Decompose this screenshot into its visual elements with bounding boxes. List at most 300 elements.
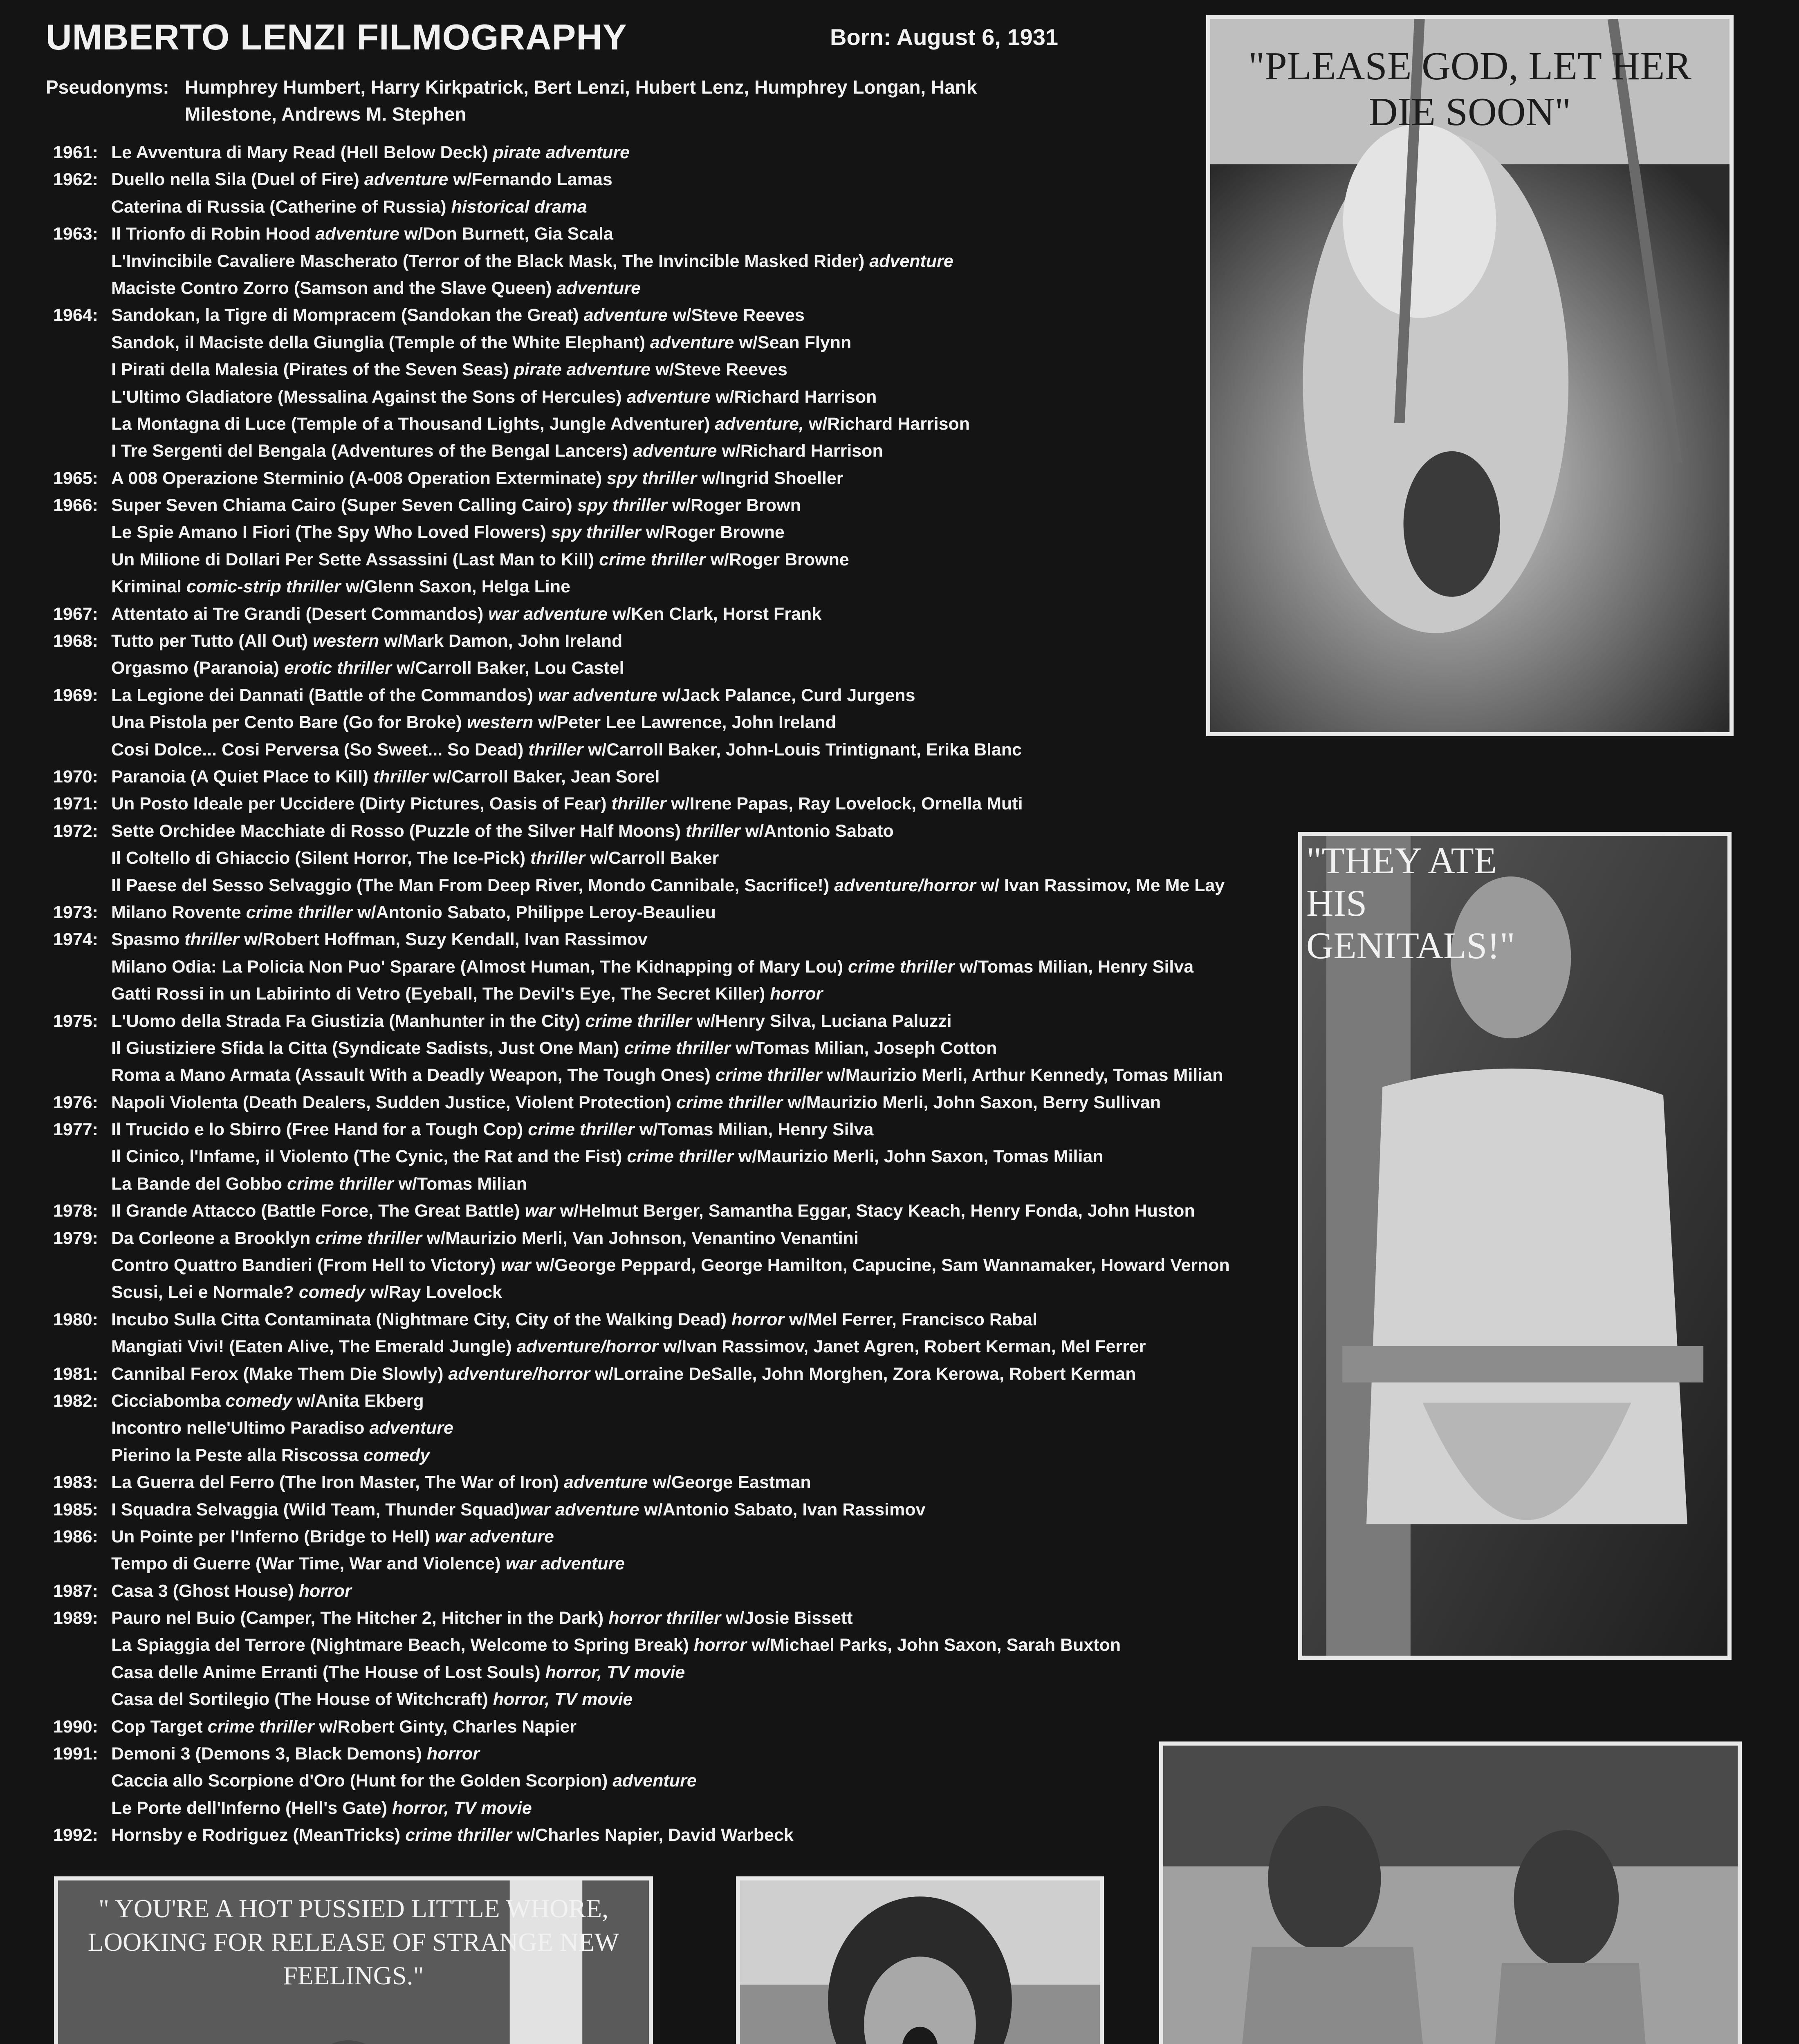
film-year: 1981: xyxy=(53,1364,98,1384)
film-genre: crime thriller xyxy=(627,1147,734,1167)
film-text xyxy=(111,1062,1223,1089)
film-title: Casa delle Anime Erranti (The House of Lost Souls) xyxy=(111,1662,545,1682)
film-title: Le Spie Amano I Fiori (The Spy Who Loved Flowers) xyxy=(111,522,551,542)
film-text xyxy=(111,410,970,437)
film-entry xyxy=(16,1143,1300,1170)
film-text xyxy=(111,682,915,709)
film-entry xyxy=(16,492,1300,519)
film-genre: crime thriller xyxy=(715,1065,822,1085)
film-entry xyxy=(16,1632,1300,1659)
film-cast: w/Sean Flynn xyxy=(734,332,852,352)
film-text xyxy=(111,465,843,492)
film-entry xyxy=(16,953,1300,980)
film-text xyxy=(111,1089,1161,1116)
film-genre: spy thriller xyxy=(577,495,667,515)
film-entry xyxy=(16,899,1300,926)
film-cast: w/Richard Harrison xyxy=(717,441,883,461)
film-text xyxy=(111,790,1023,817)
film-entry xyxy=(16,628,1300,654)
film-title: Il Paese del Sesso Selvaggio (The Man From Deep River, Mondo Cannibale, Sacrifice!) xyxy=(111,875,834,895)
film-title: La Legione dei Dannati (Battle of the Commandos) xyxy=(111,685,538,705)
film-cast: w/ Ivan Rassimov, Me Me Lay xyxy=(976,875,1225,895)
photo2-caption-line3: GENITALS!" xyxy=(1306,925,1515,966)
film-title: Un Posto Ideale per Uccidere (Dirty Pictures, Oasis of Fear) xyxy=(111,794,612,814)
film-genre: horror xyxy=(693,1635,747,1655)
film-genre: comedy xyxy=(225,1391,292,1411)
film-cast: w/Robert Hoffman, Suzy Kendall, Ivan Rassimov xyxy=(239,930,648,950)
film-entry xyxy=(16,736,1300,763)
film-entry xyxy=(16,139,1300,166)
film-entry xyxy=(16,573,1300,600)
photo3-caption-line1: " YOU'RE A HOT PUSSIED LITTLE WHORE, xyxy=(98,1894,609,1923)
film-entry xyxy=(16,1795,1300,1822)
film-entry xyxy=(16,1387,1300,1414)
film-entry xyxy=(16,1008,1300,1035)
film-genre: adventure xyxy=(869,251,953,271)
film-text xyxy=(111,1035,997,1062)
film-title: La Bande del Gobbo xyxy=(111,1174,287,1194)
film-genre: adventure/horror xyxy=(448,1364,590,1384)
film-text xyxy=(111,1306,1037,1333)
film-genre: war adventure xyxy=(435,1526,554,1546)
film-text xyxy=(111,1767,697,1794)
film-title: Il Grande Attacco (Battle Force, The Great Battle) xyxy=(111,1201,525,1221)
film-cast: w/Mark Damon, John Ireland xyxy=(379,631,623,651)
film-title: Super Seven Chiama Cairo (Super Seven Calling Cairo) xyxy=(111,495,577,515)
film-title: Napoli Violenta (Death Dealers, Sudden Justice, Violent Protection) xyxy=(111,1092,676,1112)
film-genre: crime thriller xyxy=(585,1011,692,1031)
film-entry xyxy=(16,1333,1300,1360)
film-cast: w/Antonio Sabato, Ivan Rassimov xyxy=(639,1499,926,1520)
film-text xyxy=(111,437,883,464)
film-year: 1982: xyxy=(53,1391,98,1411)
film-entry xyxy=(16,410,1300,437)
film-entry xyxy=(16,248,1300,275)
film-title: Tempo di Guerre (War Time, War and Violence) xyxy=(111,1554,506,1574)
film-title: Incontro nelle'Ultimo Paradiso xyxy=(111,1418,370,1438)
film-year: 1985: xyxy=(53,1499,98,1520)
film-entry xyxy=(16,1035,1300,1062)
film-entry xyxy=(16,845,1300,872)
film-genre: adventure xyxy=(650,332,734,352)
film-entry xyxy=(16,1062,1300,1089)
film-genre: adventure xyxy=(633,441,717,461)
film-title: Cicciabomba xyxy=(111,1391,226,1411)
film-title: Casa 3 (Ghost House) xyxy=(111,1581,299,1601)
film-cast: w/Michael Parks, John Saxon, Sarah Buxton xyxy=(746,1635,1121,1655)
film-genre: adventure xyxy=(612,1771,697,1791)
film-genre: erotic thriller xyxy=(284,658,392,678)
film-entry xyxy=(16,1469,1300,1496)
film-text xyxy=(111,736,1022,763)
film-entry xyxy=(16,302,1300,329)
film-genre: war adventure xyxy=(538,685,657,705)
film-year: 1974: xyxy=(53,930,98,950)
film-entry xyxy=(16,220,1300,247)
film-genre: crime thriller xyxy=(207,1717,314,1737)
film-cast: w/Lorraine DeSalle, John Morghen, Zora Kerowa, Robert Kerman xyxy=(590,1364,1136,1384)
film-text xyxy=(111,573,570,600)
film-text xyxy=(111,139,630,166)
film-title: Orgasmo (Paranoia) xyxy=(111,658,284,678)
film-title: Un Pointe per l'Inferno (Bridge to Hell) xyxy=(111,1526,435,1546)
film-entry xyxy=(16,980,1300,1007)
film-cast: w/Mel Ferrer, Francisco Rabal xyxy=(784,1309,1038,1329)
film-text xyxy=(111,1333,1146,1360)
film-entry xyxy=(16,1089,1300,1116)
film-title: Casa del Sortilegio (The House of Witchcraft) xyxy=(111,1690,493,1710)
film-text xyxy=(111,275,641,302)
film-cast: w/Fernando Lamas xyxy=(448,170,612,190)
film-title: Milano Odia: La Policia Non Puo' Sparare (Almost Human, The Kidnapping of Mary Lou) xyxy=(111,957,848,977)
film-cast: w/Carroll Baker, John-Louis Trintignant, Erika Blanc xyxy=(583,740,1022,760)
film-title: Da Corleone a Brooklyn xyxy=(111,1228,316,1248)
film-genre: horror xyxy=(298,1581,352,1601)
film-entry xyxy=(16,1550,1300,1577)
film-year: 1991: xyxy=(53,1744,98,1764)
film-genre: adventure xyxy=(315,224,399,244)
photo-lovers xyxy=(54,1876,653,2044)
film-cast: w/Tomas Milian, Henry Silva xyxy=(954,957,1194,977)
film-title: Paranoia (A Quiet Place to Kill) xyxy=(111,766,374,787)
film-cast: w/Carroll Baker xyxy=(585,848,719,868)
film-cast: w/Helmut Berger, Samantha Eggar, Stacy Keach, Henry Fonda, John Huston xyxy=(555,1201,1195,1221)
film-entry xyxy=(16,1170,1300,1197)
film-year: 1971: xyxy=(53,794,98,814)
film-entry xyxy=(16,601,1300,628)
film-genre: horror, TV movie xyxy=(545,1662,685,1682)
film-genre: crime thriller xyxy=(287,1174,394,1194)
film-entry xyxy=(16,1713,1300,1740)
film-genre: war xyxy=(500,1255,531,1275)
film-title: Il Cinico, l'Infame, il Violento (The Cynic, the Rat and the Fist) xyxy=(111,1147,627,1167)
film-text xyxy=(111,1659,685,1686)
film-year: 1990: xyxy=(53,1717,98,1737)
film-year: 1968: xyxy=(53,631,98,651)
film-title: Roma a Mano Armata (Assault With a Deadly Weapon, The Tough Ones) xyxy=(111,1065,716,1085)
film-text xyxy=(111,1686,633,1713)
film-genre: war adventure xyxy=(505,1554,625,1574)
film-text xyxy=(111,492,801,519)
film-entry xyxy=(16,709,1300,736)
film-entry xyxy=(16,1360,1300,1387)
film-year: 1978: xyxy=(53,1201,98,1221)
film-entry xyxy=(16,1659,1300,1686)
film-title: La Spiaggia del Terrore (Nightmare Beach, Welcome to Spring Break) xyxy=(111,1635,694,1655)
film-text xyxy=(111,1387,424,1414)
film-cast: w/Maurizio Merli, Van Johnson, Venantino Venantini xyxy=(422,1228,859,1248)
film-title: I Tre Sergenti del Bengala (Adventures of the Bengal Lancers) xyxy=(111,441,633,461)
film-year: 1970: xyxy=(53,766,98,787)
film-cast: w/Carroll Baker, Lou Castel xyxy=(391,658,624,678)
film-text xyxy=(111,1414,453,1441)
film-title: Cosi Dolce... Cosi Perversa (So Sweet... So Dead) xyxy=(111,740,529,760)
photo-screaming-figure-image xyxy=(740,1880,1100,2044)
film-entry xyxy=(16,1740,1300,1767)
film-title: Cop Target xyxy=(111,1717,208,1737)
film-year: 1992: xyxy=(53,1825,98,1845)
film-year: 1962: xyxy=(53,170,98,190)
film-entry xyxy=(16,1306,1300,1333)
film-genre: comic-strip thriller xyxy=(186,577,341,597)
film-entry xyxy=(16,1767,1300,1794)
film-genre: horror thriller xyxy=(608,1608,721,1628)
film-genre: horror, TV movie xyxy=(392,1798,532,1818)
film-cast: w/Maurizio Merli, Arthur Kennedy, Tomas Milian xyxy=(822,1065,1223,1085)
film-entry xyxy=(16,763,1300,790)
film-entry xyxy=(16,546,1300,573)
photo3-caption-line2: LOOKING FOR RELEASE OF STRANGE NEW FEELINGS." xyxy=(87,1927,619,1990)
film-entry xyxy=(16,166,1300,193)
film-genre: crime thriller xyxy=(676,1092,783,1112)
film-genre: western xyxy=(312,631,379,651)
film-entry xyxy=(16,1414,1300,1441)
film-entry xyxy=(16,926,1300,953)
film-title: Le Porte dell'Inferno (Hell's Gate) xyxy=(111,1798,393,1818)
film-genre: adventure xyxy=(626,387,711,407)
film-title: Il Trucido e lo Sbirro (Free Hand for a Tough Cop) xyxy=(111,1120,528,1140)
pseudonyms-label: Pseudonyms: xyxy=(46,76,169,98)
film-title: Sette Orchidee Macchiate di Rosso (Puzzle of the Silver Half Moons) xyxy=(111,821,686,841)
film-text xyxy=(111,302,805,329)
film-cast: w/Maurizio Merli, John Saxon, Berry Sullivan xyxy=(783,1092,1161,1112)
film-text xyxy=(111,1252,1230,1279)
film-entry xyxy=(16,790,1300,817)
film-title: Gatti Rossi in un Labirinto di Vetro (Eyeball, The Devil's Eye, The Secret Killer) xyxy=(111,984,770,1004)
film-text xyxy=(111,1822,794,1849)
filmography-list xyxy=(16,139,1300,1849)
film-entry xyxy=(16,1686,1300,1713)
film-genre: horror xyxy=(770,984,823,1004)
film-text xyxy=(111,601,821,628)
film-year: 1966: xyxy=(53,495,98,515)
film-genre: crime thriller xyxy=(624,1038,731,1058)
film-genre: adventure xyxy=(583,305,668,325)
film-cast: w/Ray Lovelock xyxy=(365,1282,502,1302)
film-title: Hornsby e Rodriguez (MeanTricks) xyxy=(111,1825,406,1845)
film-text xyxy=(111,1008,952,1035)
film-entry xyxy=(16,818,1300,845)
film-year: 1979: xyxy=(53,1228,98,1248)
photo-screaming-figure xyxy=(736,1876,1104,2044)
film-text xyxy=(111,329,851,356)
film-year: 1963: xyxy=(53,224,98,244)
film-genre: comedy xyxy=(298,1282,366,1302)
film-text xyxy=(111,1713,576,1740)
film-text xyxy=(111,1170,527,1197)
film-title: I Squadra Selvaggia (Wild Team, Thunder Squad) xyxy=(111,1499,520,1520)
film-text xyxy=(111,1578,352,1605)
film-genre: historical drama xyxy=(451,197,587,217)
film-genre: adventure xyxy=(556,278,641,298)
film-entry xyxy=(16,356,1300,383)
film-text xyxy=(111,383,877,410)
film-text xyxy=(111,654,624,681)
film-text xyxy=(111,763,659,790)
photo1-caption-line1: "PLEASE GOD, LET HER xyxy=(1248,44,1691,88)
film-genre: spy thriller xyxy=(607,468,697,488)
film-title: L'Uomo della Strada Fa Giustizia (Manhunter in the City) xyxy=(111,1011,585,1031)
film-cast: w/Tomas Milian, Joseph Cotton xyxy=(730,1038,997,1058)
film-entry xyxy=(16,519,1300,546)
film-text xyxy=(111,1197,1195,1224)
film-cast: w/Charles Napier, David Warbeck xyxy=(511,1825,794,1845)
film-year: 1980: xyxy=(53,1309,98,1329)
film-entry xyxy=(16,1496,1300,1523)
film-title: Spasmo xyxy=(111,930,185,950)
film-title: Cannibal Ferox (Make Them Die Slowly) xyxy=(111,1364,449,1384)
film-text xyxy=(111,1279,502,1306)
film-title: Pierino la Peste alla Riscossa xyxy=(111,1445,363,1465)
film-text xyxy=(111,1469,811,1496)
film-text xyxy=(111,166,612,193)
film-entry xyxy=(16,1442,1300,1469)
film-genre: adventure xyxy=(564,1472,648,1493)
film-genre: war adventure xyxy=(520,1499,639,1520)
film-year: 1983: xyxy=(53,1472,98,1493)
film-title: L'Ultimo Gladiatore (Messalina Against the Sons of Hercules) xyxy=(111,387,627,407)
film-year: 1973: xyxy=(53,902,98,922)
film-cast: w/Maurizio Merli, John Saxon, Tomas Milian xyxy=(733,1147,1104,1167)
film-cast: w/Richard Harrison xyxy=(803,414,970,434)
film-text xyxy=(111,1496,926,1523)
photo-cannibal-feast-image xyxy=(1163,1746,1738,2044)
film-text xyxy=(111,546,849,573)
film-text xyxy=(111,248,953,275)
film-cast: w/Antonio Sabato, Philippe Leroy-Beaulieu xyxy=(352,902,716,922)
film-text xyxy=(111,709,836,736)
film-genre: thriller xyxy=(373,766,428,787)
film-text xyxy=(111,1632,1121,1659)
film-cast: w/Ingrid Shoeller xyxy=(697,468,843,488)
film-title: Il Trionfo di Robin Hood xyxy=(111,224,316,244)
photo2-caption-line2: HIS xyxy=(1306,882,1367,924)
film-genre: adventure xyxy=(364,170,449,190)
film-text xyxy=(111,1116,873,1143)
film-text xyxy=(111,818,894,845)
film-text xyxy=(111,1225,859,1252)
film-genre: thriller xyxy=(530,848,585,868)
film-title: Il Giustiziere Sfida la Citta (Syndicate Sadists, Just One Man) xyxy=(111,1038,624,1058)
film-cast: w/Steve Reeves xyxy=(668,305,805,325)
film-cast: w/Tomas Milian, Henry Silva xyxy=(634,1120,874,1140)
film-genre: adventure xyxy=(369,1418,453,1438)
film-text xyxy=(111,1143,1104,1170)
film-text xyxy=(111,1550,625,1577)
film-genre: spy thriller xyxy=(551,522,641,542)
film-text xyxy=(111,1740,480,1767)
pseudonyms-list: Humphrey Humbert, Harry Kirkpatrick, Bert Lenzi, Hubert Lenz, Humphrey Longan, Hank Milestone, Andrews M. Stephen xyxy=(185,76,977,125)
film-cast: w/Josie Bissett xyxy=(720,1608,853,1628)
film-title: Mangiati Vivi! (Eaten Alive, The Emerald Jungle) xyxy=(111,1337,517,1357)
film-title: Milano Rovente xyxy=(111,902,246,922)
film-genre: adventure/horror xyxy=(516,1337,659,1357)
film-genre: pirate adventure xyxy=(514,360,651,380)
film-title: Demoni 3 (Demons 3, Black Demons) xyxy=(111,1744,427,1764)
film-cast: w/Glenn Saxon, Helga Line xyxy=(341,577,571,597)
film-cast: w/Roger Brown xyxy=(667,495,801,515)
film-entry xyxy=(16,1225,1300,1252)
photo-cannibal-feast xyxy=(1159,1741,1742,2044)
film-entry xyxy=(16,682,1300,709)
film-text xyxy=(111,953,1193,980)
film-cast: w/Jack Palance, Curd Jurgens xyxy=(657,685,915,705)
film-cast: w/George Eastman xyxy=(648,1472,811,1493)
film-genre: crime thriller xyxy=(246,902,353,922)
film-year: 1986: xyxy=(53,1526,98,1546)
film-cast: w/Henry Silva, Luciana Paluzzi xyxy=(691,1011,952,1031)
film-cast: w/Ivan Rassimov, Janet Agren, Robert Kerman, Mel Ferrer xyxy=(658,1337,1146,1357)
film-genre: thriller xyxy=(184,930,240,950)
film-text xyxy=(111,1523,554,1550)
film-genre: comedy xyxy=(363,1445,430,1465)
film-text xyxy=(111,926,648,953)
photo-hanging-woman xyxy=(1206,15,1734,736)
film-entry xyxy=(16,1252,1300,1279)
film-cast: w/Carroll Baker, Jean Sorel xyxy=(428,766,660,787)
film-title: Le Avventura di Mary Read (Hell Below Deck) xyxy=(111,143,493,162)
film-title: Scusi, Lei e Normale? xyxy=(111,1282,299,1302)
film-year: 1961: xyxy=(53,143,98,162)
film-text xyxy=(111,519,785,546)
film-title: Maciste Contro Zorro (Samson and the Slave Queen) xyxy=(111,278,557,298)
film-entry xyxy=(16,275,1300,302)
film-cast: w/Robert Ginty, Charles Napier xyxy=(314,1717,577,1737)
film-title: Contro Quattro Bandieri (From Hell to Victory) xyxy=(111,1255,501,1275)
film-title: Sandok, il Maciste della Giunglia (Temple of the White Elephant) xyxy=(111,332,651,352)
film-year: 1969: xyxy=(53,685,98,705)
photo-bound-man xyxy=(1298,832,1732,1660)
film-title: Pauro nel Buio (Camper, The Hitcher 2, Hitcher in the Dark) xyxy=(111,1608,609,1628)
film-genre: western xyxy=(467,713,534,733)
film-text xyxy=(111,1605,853,1632)
film-year: 1972: xyxy=(53,821,98,841)
film-title: Caterina di Russia (Catherine of Russia) xyxy=(111,197,451,217)
film-title: L'Invincibile Cavaliere Mascherato (Terror of the Black Mask, The Invincible Masked Rider) xyxy=(111,251,870,271)
film-entry xyxy=(16,872,1300,899)
film-cast: w/Tomas Milian xyxy=(393,1174,527,1194)
film-cast: w/George Peppard, George Hamilton, Capucine, Sam Wannamaker, Howard Vernon xyxy=(531,1255,1230,1275)
film-title: Caccia allo Scorpione d'Oro (Hunt for the Golden Scorpion) xyxy=(111,1771,613,1791)
film-cast: w/Peter Lee Lawrence, John Ireland xyxy=(533,713,837,733)
film-genre: war xyxy=(525,1201,555,1221)
film-title: Il Coltello di Ghiaccio (Silent Horror, The Ice-Pick) xyxy=(111,848,531,868)
film-text xyxy=(111,220,613,247)
film-cast: w/Antonio Sabato xyxy=(740,821,894,841)
film-cast: w/Don Burnett, Gia Scala xyxy=(399,224,613,244)
film-text xyxy=(111,872,1225,899)
film-title: Duello nella Sila (Duel of Fire) xyxy=(111,170,364,190)
film-cast: w/Richard Harrison xyxy=(711,387,877,407)
film-entry xyxy=(16,193,1300,220)
film-text xyxy=(111,1795,532,1822)
film-entry xyxy=(16,1116,1300,1143)
film-cast: w/Steve Reeves xyxy=(651,360,787,380)
film-text xyxy=(111,1442,430,1469)
film-entry xyxy=(16,1822,1300,1849)
film-title: Sandokan, la Tigre di Mompracem (Sandokan the Great) xyxy=(111,305,584,325)
photo2-caption-line1: "THEY ATE xyxy=(1306,840,1497,881)
film-year: 1977: xyxy=(53,1120,98,1140)
film-genre: crime thriller xyxy=(315,1228,422,1248)
film-genre: thriller xyxy=(528,740,583,760)
film-entry xyxy=(16,1523,1300,1550)
film-genre: horror xyxy=(731,1309,785,1329)
photo1-caption-line2: DIE SOON" xyxy=(1368,90,1571,134)
film-title: Kriminal xyxy=(111,577,186,597)
film-genre: pirate adventure xyxy=(493,143,630,162)
film-year: 1965: xyxy=(53,468,98,488)
